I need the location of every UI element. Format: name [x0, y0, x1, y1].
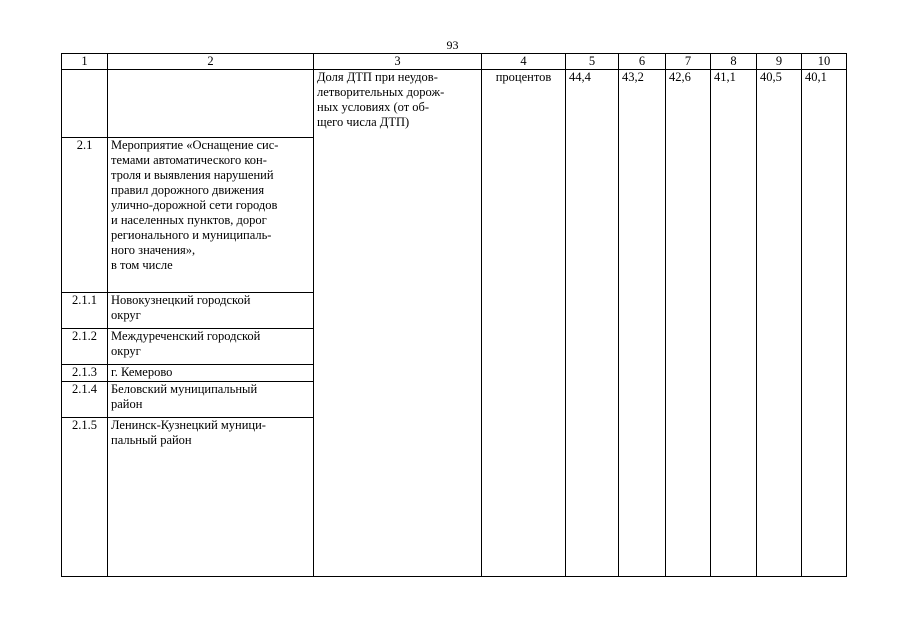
indicator-row [62, 70, 847, 138]
indicator-value-7: 42,6 [666, 70, 711, 577]
row-text: Мероприятие «Оснащение сис- темами автоматического кон- троля и выявления нарушений правил дорожного движения улично-дорожной сети городов и населенных пунктов, дорог регионального и муниципаль- ного значения», в том числе [108, 138, 314, 293]
indicator-unit: процентов [482, 70, 566, 577]
row-number: 2.1.3 [62, 365, 108, 382]
indicator-text-cell [108, 70, 314, 138]
row-text: г. Кемерово [108, 365, 314, 382]
header-cell-5: 5 [566, 54, 619, 70]
filler-cell [108, 454, 314, 577]
row-number: 2.1.2 [62, 329, 108, 365]
filler-cell [62, 454, 108, 577]
row-text: Междуреченский городской округ [108, 329, 314, 365]
indicator-value-9: 40,5 [757, 70, 802, 577]
row-text: Беловский муниципальный район [108, 382, 314, 418]
data-table [61, 53, 847, 577]
row-number: 2.1.4 [62, 382, 108, 418]
indicator-value-5: 44,4 [566, 70, 619, 577]
row-number: 2.1 [62, 138, 108, 293]
header-cell-9: 9 [757, 54, 802, 70]
indicator-value-6: 43,2 [619, 70, 666, 577]
header-cell-6: 6 [619, 54, 666, 70]
row-text: Ленинск-Кузнецкий муници- пальный район [108, 418, 314, 454]
indicator-num-cell [62, 70, 108, 138]
indicator-value-10: 40,1 [802, 70, 847, 577]
header-cell-4: 4 [482, 54, 566, 70]
header-cell-10: 10 [802, 54, 847, 70]
row-text: Новокузнецкий городской округ [108, 293, 314, 329]
header-cell-7: 7 [666, 54, 711, 70]
indicator-value-8: 41,1 [711, 70, 757, 577]
header-row [62, 54, 847, 70]
header-cell-1: 1 [62, 54, 108, 70]
header-cell-3: 3 [314, 54, 482, 70]
header-cell-8: 8 [711, 54, 757, 70]
page-number: 93 [446, 38, 459, 52]
header-cell-2: 2 [108, 54, 314, 70]
indicator-name: Доля ДТП при неудов- летворительных дорож- ных условиях (от об- щего числа ДТП) [314, 70, 482, 577]
row-number: 2.1.5 [62, 418, 108, 454]
row-number: 2.1.1 [62, 293, 108, 329]
